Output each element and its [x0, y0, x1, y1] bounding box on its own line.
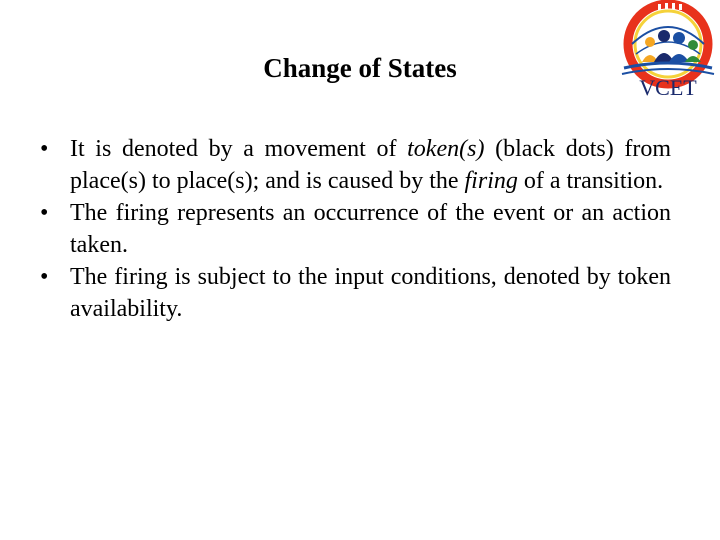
- list-item: [40, 133, 671, 197]
- list-item: [40, 197, 671, 261]
- logo-person-head: [658, 30, 670, 42]
- bullet-text: It is denoted by a movement of token(s) (black dots) from place(s) to place(s); and is caused by the firing of a transition.: [70, 136, 671, 194]
- logo-mark: [658, 4, 661, 10]
- emphasis-term: token(s): [407, 136, 485, 162]
- bullet-list: [40, 133, 671, 325]
- logo-mark: [679, 4, 682, 10]
- list-item: [40, 261, 671, 325]
- bullet-text: The firing is subject to the input conditions, denoted by token availability.: [70, 264, 671, 322]
- logo-mark: [665, 3, 668, 9]
- slide-title: Change of States: [263, 53, 457, 83]
- logo-mark: [672, 3, 675, 9]
- vcet-logo: [616, 0, 720, 100]
- logo-person-head: [688, 40, 698, 50]
- logo-person-head: [673, 32, 685, 44]
- bullet-text: The firing represents an occurrence of the event or an action taken.: [70, 200, 671, 258]
- emphasis-term: firing: [464, 168, 518, 194]
- bullet-marker: •: [40, 136, 49, 162]
- bullet-marker: •: [40, 200, 49, 226]
- logo-person-head: [645, 37, 655, 47]
- logo-text: VCET: [639, 75, 697, 100]
- bullet-marker: •: [40, 264, 49, 290]
